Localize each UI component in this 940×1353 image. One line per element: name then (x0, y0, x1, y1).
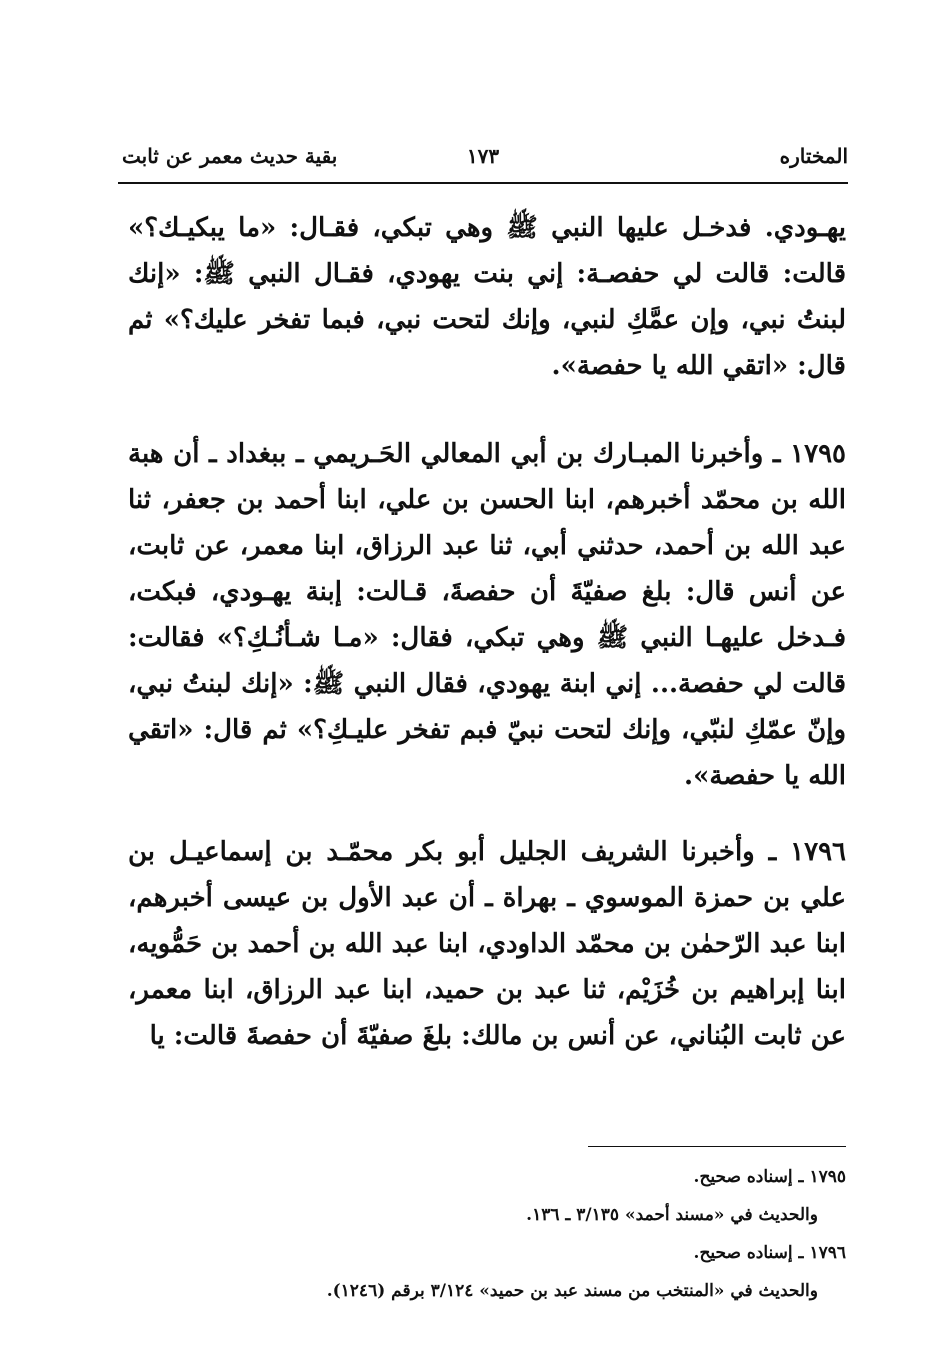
footnote-number: ١٧٩٦ (809, 1243, 846, 1263)
hadith-number: ١٧٩٦ (790, 837, 846, 867)
page-number: ١٧٣ (466, 144, 500, 168)
footnote-text: ـ إسناده صحيح. (693, 1243, 804, 1263)
hadith-number: ١٧٩٥ (790, 439, 846, 469)
footnote-separator (588, 1146, 846, 1147)
footnote-line (118, 1234, 846, 1272)
footnote-text: والحديث في «المنتخب من مسند عبد بن حميد» ٣/١٢٤ برقم (١٢٤٦). (326, 1281, 818, 1301)
book-title: المختاره (779, 144, 848, 168)
footnote-line (118, 1196, 846, 1234)
running-header (118, 138, 848, 184)
hadith-1796 (128, 829, 846, 1059)
hadith-text: ـ وأخبرنا الشريف الجليل أبو بكر محمّـد بن إسماعيـل بن علي بن حمزة الموسوي ـ بهراة ـ أن عبد الأول بن عيسى أخبرهم، ابنا عبد الرّحمٰن بن محمّد الداودي، ابنا عبد الله بن أحمد بن حَمُّويه، ابنا إبراهيم بن خُزَيْم، ثنا عبد بن حميد، ابنا عبد الرزاق، ابنا معمر، عن ثابت البُناني، عن أنس بن مالك: بلغَ صفيّةَ أن حفصةَ قالت: يا (128, 837, 846, 1051)
footnotes (118, 1158, 846, 1310)
section-title: بقية حديث معمر عن ثابت (122, 144, 338, 168)
footnote-text: ـ إسناده صحيح. (693, 1167, 804, 1187)
footnote-number: ١٧٩٥ (809, 1167, 846, 1187)
page-body (128, 205, 846, 1059)
footnote-line (118, 1158, 846, 1196)
hadith-text: ـ وأخبرنا المبـارك بن أبي المعالي الحَـريمي ـ ببغداد ـ أن هبة الله بن محمّد أخبرهم، ابنا الحسن بن علي، ابنا أحمد بن جعفر، ثنا عبد الله بن أحمد، حدثني أبي، ثنا عبد الرزاق، ابنا معمر، عن ثابت، عن أنس قال: بلغ صفيّةَ أن حفصةَ، قـالت: إبنة يهـودي، فبكت، فـدخل عليهـا النبي ﷺ وهي تبكي، فقال: «مـا شـأنُـكِ؟» فقالت: قالت لي حفصة... إني ابنة يهودي، فقال النبي ﷺ: «إنك لبنتُ نبي، وإنّ عمّكِ لنبّي، وإنك لتحت نبيّ فبم تفخر عليـكِ؟» ثم قال: «اتقي الله يا حفصة». (128, 439, 846, 791)
paragraph-continuation: يهـودي. فدخـل عليها النبي ﷺ وهي تبكي، فقـال: «ما يبكيـك؟» قالت: قالت لي حفصـة: إني بنت يهودي، فقـال النبي ﷺ: «إنك لبنتُ نبي، وإن عمَّكِ لنبي، وإنك لتحت نبي، فبما تفخر عليك؟» ثم قال: «اتقي الله يا حفصة». (128, 213, 846, 381)
footnote-text: والحديث في «مسند أحمد» ٣/١٣٥ ـ ١٣٦. (526, 1205, 818, 1225)
footnote-line (118, 1272, 846, 1310)
hadith-1795 (128, 431, 846, 799)
